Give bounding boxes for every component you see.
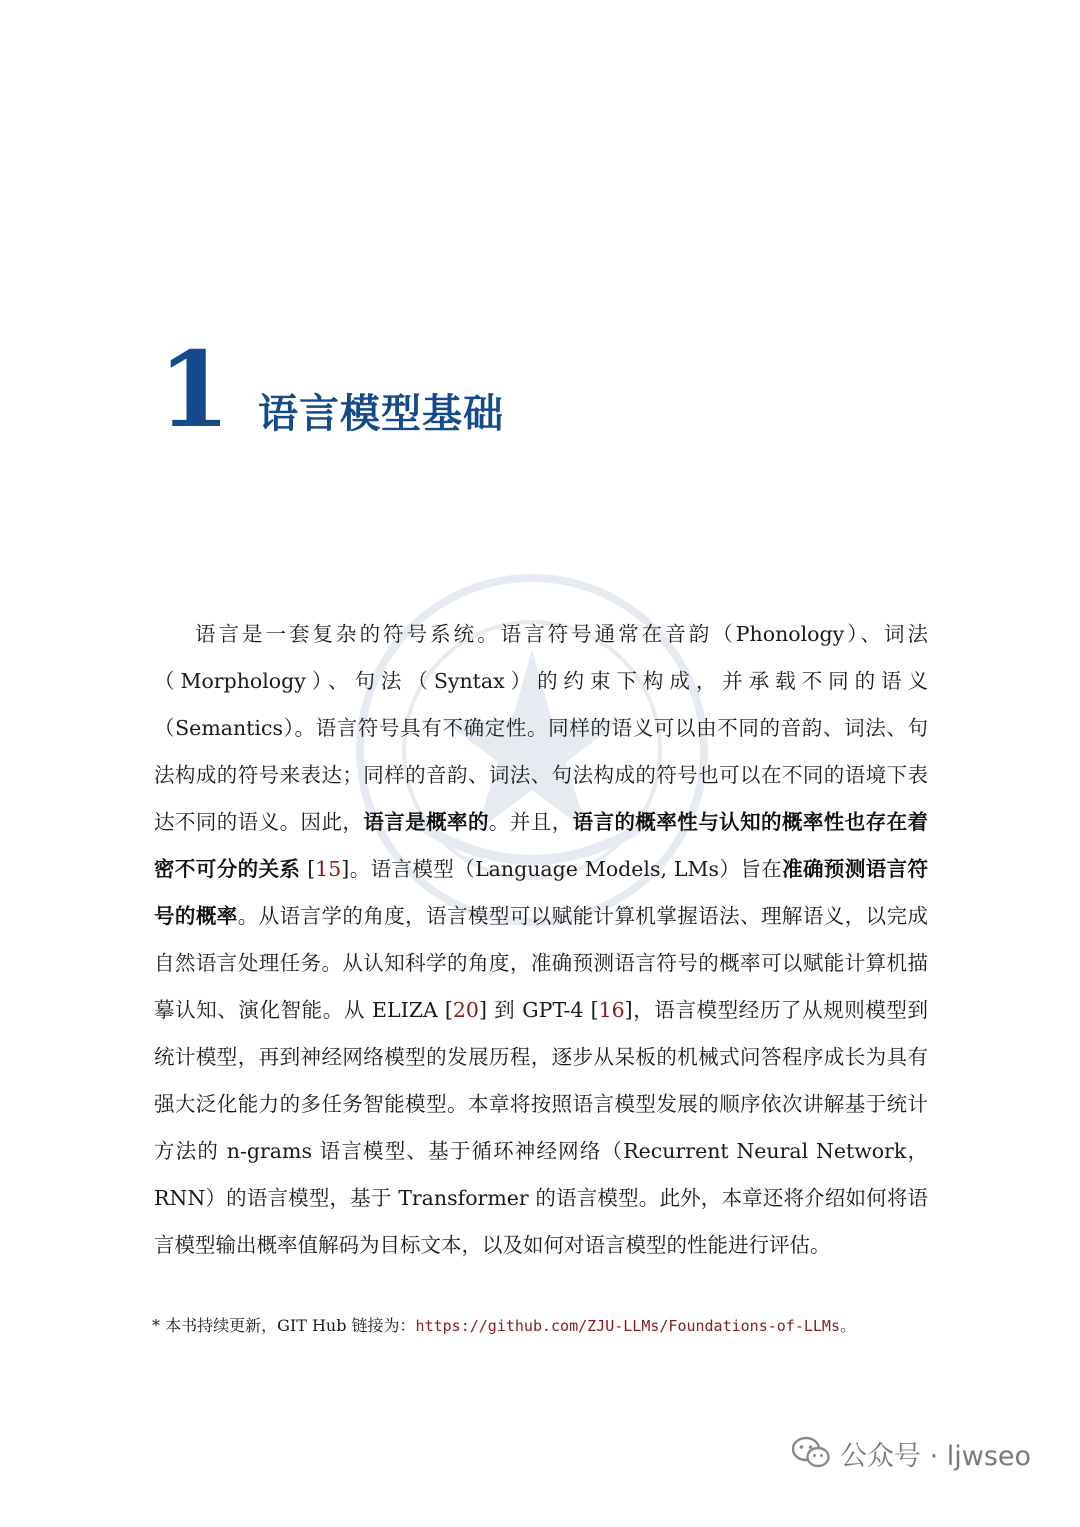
footnote-text: * 本书持续更新，GIT Hub 链接为： <box>152 1316 416 1335</box>
footnote <box>152 1314 952 1338</box>
wechat-label: 公众号 · ljwseo <box>840 1440 1032 1472</box>
citation-link[interactable]: 15 <box>315 857 342 881</box>
chapter-number: 1 <box>158 328 231 451</box>
citation-link[interactable]: 20 <box>452 998 479 1022</box>
text-run: [ <box>300 857 316 881</box>
text-run: ] 到 GPT-4 [ <box>478 998 599 1022</box>
text-run: ]。语言模型（Language Models, LMs）旨在 <box>341 857 783 881</box>
text-run: ]，语言模型经历了从规则模型到统计模型，再到神经网络模型的发展历程，逐步从呆板的机械式问答程序成长为具有强大泛化能力的多任务智能模型。本章将按照语言模型发展的顺序依次讲解基于统计方法的 n-grams 语言模型、基于循环神经网络（Recurrent Neural Network，RNN）的语言模型，基于 Transformer 的语言模型。此外，本章还将介绍如何将语言模型输出概率值解码为目标文本，以及如何对语言模型的性能进行评估。 <box>154 998 928 1257</box>
intro-paragraph <box>154 611 928 1269</box>
citation-link[interactable]: 16 <box>598 998 625 1022</box>
text-run: 语言是一套复杂的符号系统。语言符号通常在音韵（Phonology）、词法（Morphology）、句法（Syntax）的约束下构成，并承载不同的语义（Semantics）。语言符号具有不确定性。同样的语义可以由不同的音韵、词法、句法构成的符号来表达；同样的音韵、词法、句法构成的符号也可以在不同的语境下表达不同的语义。因此， <box>154 622 928 834</box>
github-link[interactable]: https://github.com/ZJU-LLMs/Foundations-of-LLMs <box>415 1317 840 1335</box>
wechat-icon <box>792 1436 830 1470</box>
bold-phrase: 准确预测语言符号的概率 <box>154 857 929 928</box>
text-run: 。并且， <box>488 810 573 834</box>
text-run: 。从语言学的角度，语言模型可以赋能计算机掌握语法、理解语义，以完成自然语言处理任务。从认知科学的角度，准确预测语言符号的概率可以赋能计算机描摹认知、演化智能。从 ELIZA [ <box>154 904 929 1022</box>
chapter-title: 语言模型基础 <box>258 390 504 437</box>
footnote-suffix: 。 <box>840 1316 857 1335</box>
bold-phrase: 语言的概率性与认知的概率性也存在着密不可分的关系 <box>154 810 929 881</box>
bold-phrase: 语言是概率的 <box>363 810 489 834</box>
wechat-account-watermark <box>792 1428 1031 1478</box>
